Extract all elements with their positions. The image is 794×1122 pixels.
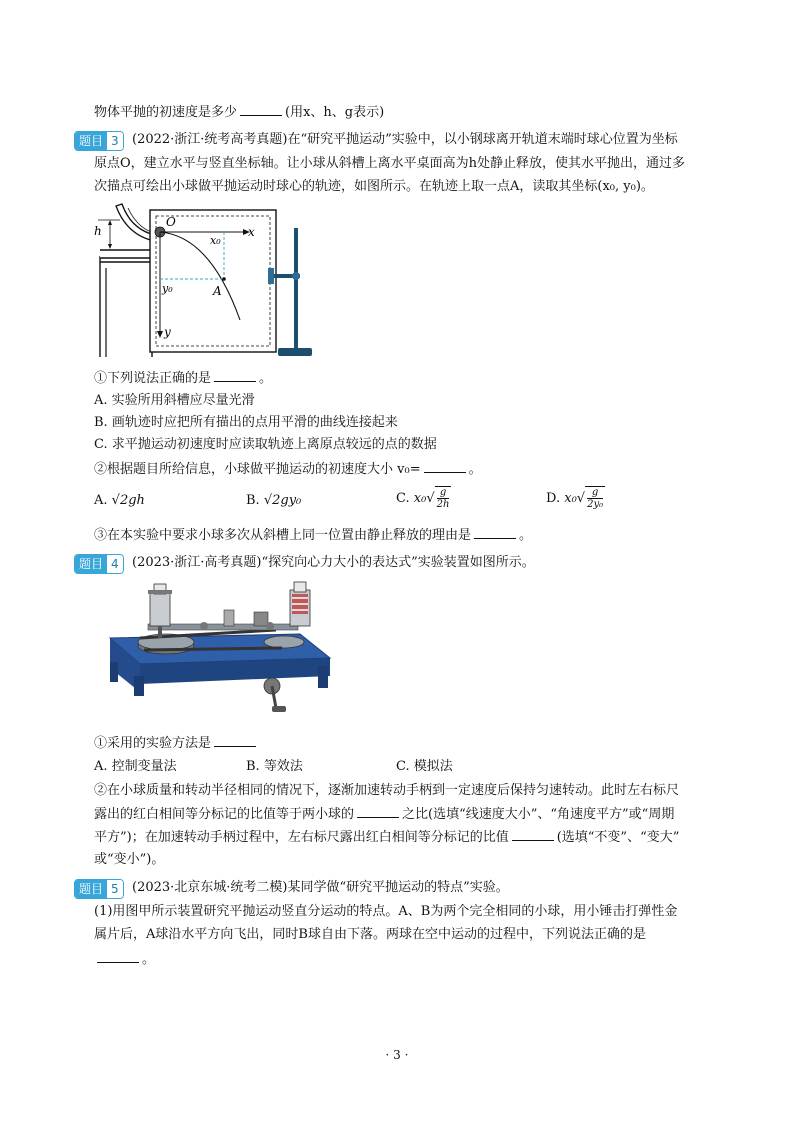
label-y0: y₀	[162, 282, 173, 295]
q4-sub2-line4: 或“变小”)。	[94, 852, 165, 867]
q3-option-b: B. 画轨迹时应把所有描出的点用平滑的曲线连接起来	[94, 415, 398, 430]
q5-sub1-line2: 属片后，A球沿水平方向飞出，同时B球自由下落。两球在空中运动的过程中，下列说法正确的是	[94, 927, 646, 942]
question-tag-5: 题目 5	[74, 879, 124, 899]
answer-blank[interactable]	[512, 828, 554, 841]
q3-option-a: A. 实验所用斜槽应尽量光滑	[94, 393, 255, 408]
label-x0: x₀	[210, 234, 221, 247]
answer-blank[interactable]	[240, 103, 282, 116]
label-A: A	[213, 284, 222, 298]
q3-sub3: ③在本实验中要求小球多次从斜槽上同一位置由静止释放的理由是 。	[94, 528, 533, 543]
q3-sub2: ②根据题目所给信息，小球做平抛运动的初速度大小 v₀= 。	[94, 462, 482, 477]
q3-choice-b: B. √2gy₀	[246, 493, 302, 508]
question-tag-3: 题目 3	[74, 131, 124, 151]
q3-line1: (2022·浙江·统考高考真题)在“研究平抛运动”实验中，以小钢球离开轨道末端时球心位置为坐标	[132, 132, 678, 147]
q4-line1: (2023·浙江·高考真题)“探究向心力大小的表达式”实验装置如图所示。	[132, 555, 535, 570]
q3-line3: 次描点可绘出小球做平抛运动时球心的轨迹，如图所示。在轨迹上取一点A，读取其坐标(x₀, y₀)。	[94, 179, 654, 194]
answer-blank[interactable]	[214, 369, 256, 382]
q4-sub2-line3: 平方”)；在加速转动手柄过程中，左右标尺露出红白相间等分标记的比值 (选填“不变”、“变大”	[94, 830, 680, 845]
q5-sub1-line3: 。	[94, 950, 155, 969]
label-x: x	[248, 225, 255, 239]
answer-blank[interactable]	[474, 526, 516, 539]
q4-option-b: B. 等效法	[246, 759, 303, 774]
q3-option-c: C. 求平抛运动初速度时应读取轨迹上离原点较远的点的数据	[94, 437, 437, 452]
q5-line1: (2023·北京东城·统考二模)某同学做“研究平抛运动的特点”实验。	[132, 880, 509, 895]
label-y: y	[164, 325, 171, 339]
q4-sub2-line1: ②在小球质量和转动半径相同的情况下，逐渐加速转动手柄到一定速度后保持匀速转动。此时左右标尺	[94, 783, 680, 798]
q4-sub2-line2: 露出的红白相间等分标记的比值等于两小球的 之比(选填“线速度大小”、“角速度平方”或“周期	[94, 807, 675, 822]
q3-sub1: ①下列说法正确的是 。	[94, 371, 273, 386]
q4-option-c: C. 模拟法	[396, 759, 453, 774]
q3-choice-a: A. √2gh	[94, 493, 145, 508]
label-h: h	[94, 224, 102, 238]
answer-blank[interactable]	[424, 460, 466, 473]
centripetal-apparatus-figure	[104, 580, 336, 720]
q3-choice-c: C. x₀√ $\frac{g}{2h}$	[396, 487, 450, 510]
q3-line2: 原点O，建立水平与竖直坐标轴。让小球从斜槽上离水平桌面高为h处静止释放，使其水平抛出，通过多	[94, 156, 686, 171]
q4-option-a: A. 控制变量法	[94, 759, 177, 774]
label-O: O	[166, 215, 176, 229]
intro-line: 物体平抛的初速度是多少 (用x、h、g表示)	[94, 105, 385, 120]
answer-blank[interactable]	[357, 805, 399, 818]
q4-sub1: ①采用的实验方法是	[94, 734, 259, 753]
q5-sub1-line1: (1)用图甲所示装置研究平抛运动竖直分运动的特点。A、B为两个完全相同的小球，用小锤击打弹性金	[94, 904, 678, 919]
answer-blank[interactable]	[97, 950, 139, 963]
projectile-figure	[92, 202, 322, 362]
answer-blank[interactable]	[214, 734, 256, 747]
page-number: · 3 ·	[385, 1048, 409, 1062]
q3-choice-d: D. x₀√ $\frac{g}{\text{2y₀}}$	[546, 487, 604, 510]
question-tag-4: 题目 4	[74, 554, 124, 574]
